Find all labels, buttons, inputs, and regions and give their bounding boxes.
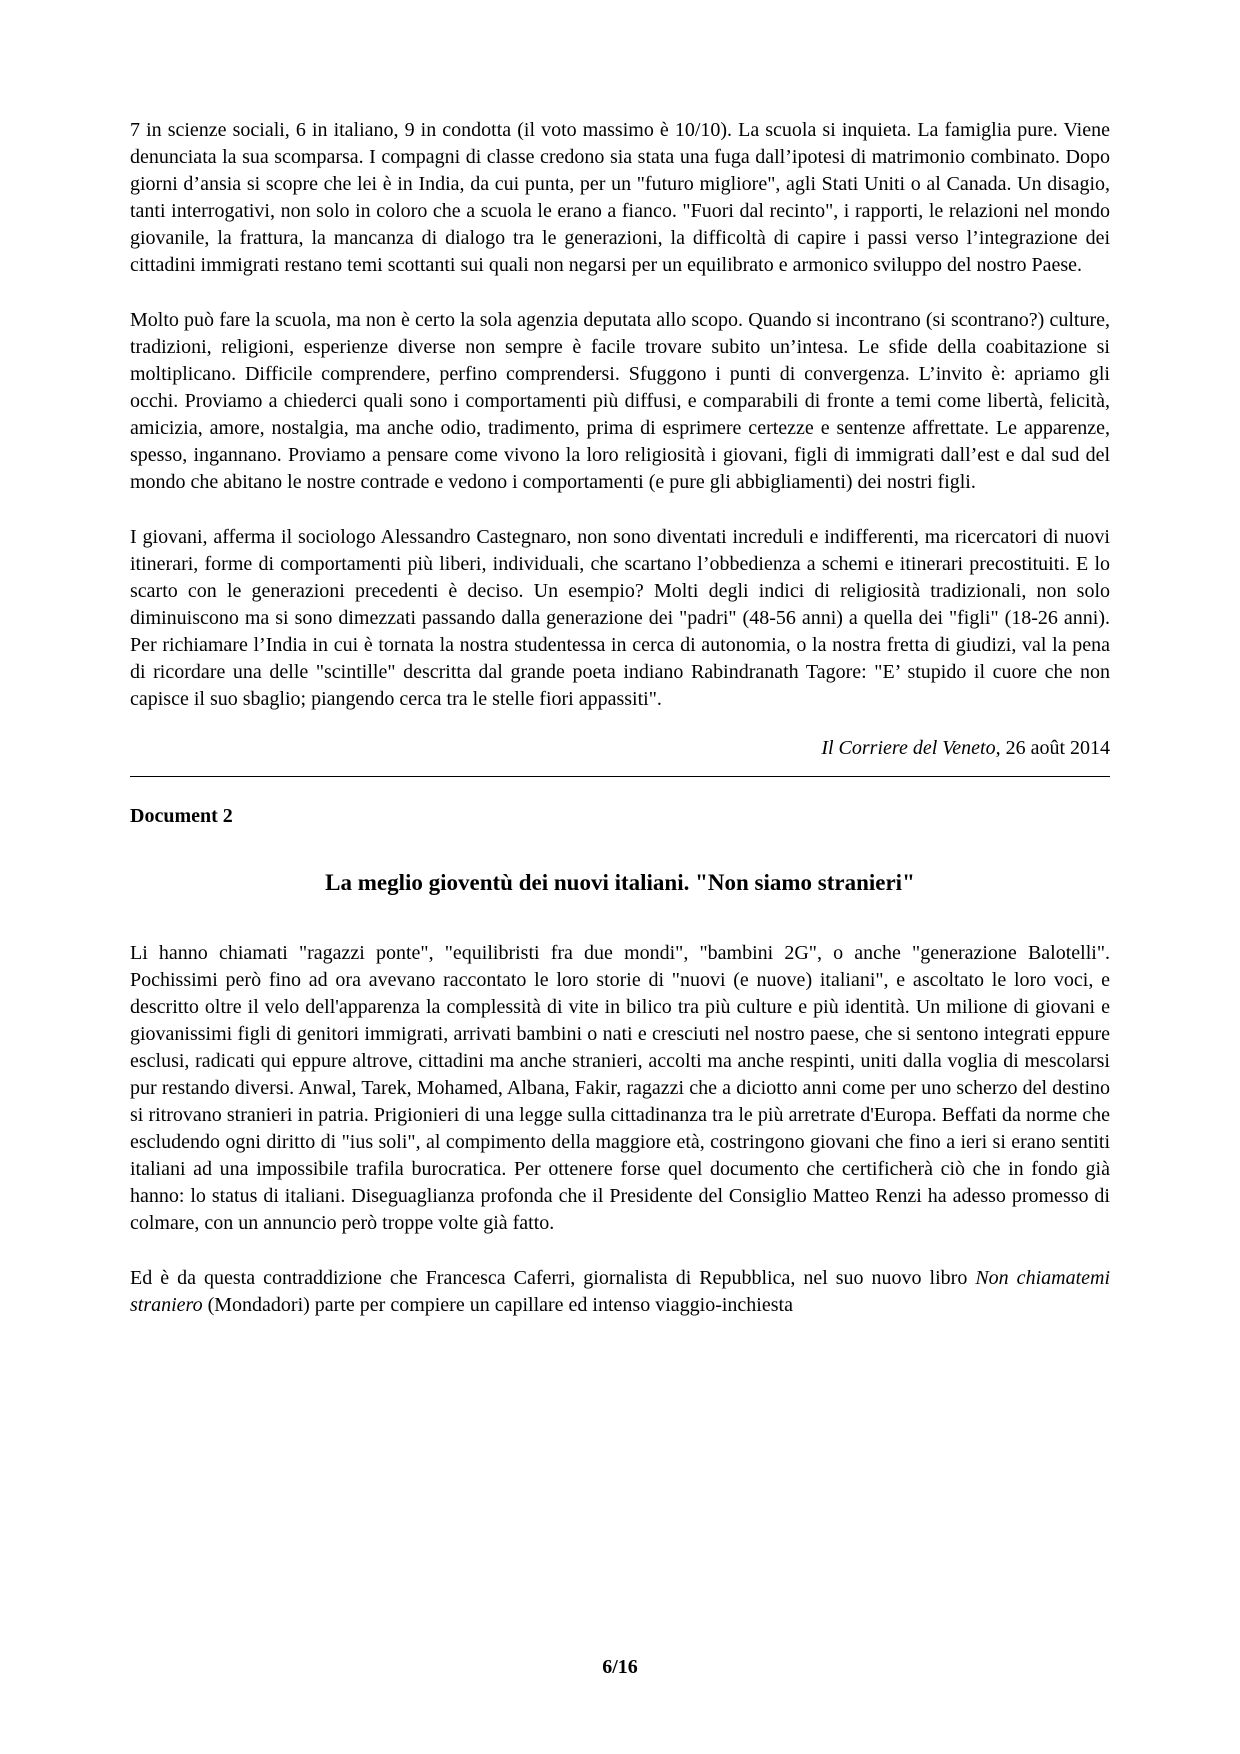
doc1-source-date: , 26 août 2014 [995,737,1110,759]
doc1-paragraph-3: I giovani, afferma il sociologo Alessandro Castegnaro, non sono diventati increduli e indifferenti, ma ricercatori di nuovi itinerari, forme di comportamenti più liberi, individuali, che scartano l’obbedienza a schemi e itinerari precostituiti. E lo scarto con le generazioni precedenti è deciso. Un esempio? Molti degli indici di religiosità tradizionali, non solo diminuiscono ma si sono dimezzati passando dalla generazione dei "padri" (48-56 anni) a quella dei "figli" (18-26 anni). Per richiamare l’India in cui è tornata la nostra studentessa in cerca di autonomia, o la nostra fretta di giudizi, val la pena di ricordare una delle "scintille" descritta dal grande poeta indiano Rabindranath Tagore: "E’ stupido il cuore che non capisce il suo sbaglio; piangendo cerca tra le stelle fiori appassiti". [130,526,1110,710]
doc1-paragraph-1: 7 in scienze sociali, 6 in italiano, 9 in condotta (il voto massimo è 10/10). La scuola si inquieta. La famiglia pure. Viene denunciata la sua scomparsa. I compagni di classe credono sia stata una fuga dall’ipotesi di matrimonio combinato. Dopo giorni d’ansia si scopre che lei è in India, da cui punta, per un "futuro migliore", agli Stati Uniti o al Canada. Un disagio, tanti interrogativi, non solo in coloro che a scuola le erano a fianco. "Fuori dal recinto", i rapporti, le relazioni nel mondo giovanile, la frattura, la mancanza di dialogo tra le generazioni, la difficoltà di capire i passi verso l’integrazione dei cittadini immigrati restano temi scottanti sui quali non negarsi per un equilibrato e armonico sviluppo del nostro Paese. [130,119,1110,276]
doc1-source [130,735,1110,762]
doc1-source-title: Il Corriere del Veneto [821,737,996,759]
doc2-label: Document 2 [130,805,233,827]
doc1-paragraph-2: Molto può fare la scuola, ma non è certo la sola agenzia deputata allo scopo. Quando si incontrano (si scontrano?) culture, tradizioni, religioni, esperienze diverse non sempre è facile trovare subito un’intesa. Le sfide della coabitazione si moltiplicano. Difficile comprendere, perfino comprendersi. Sfuggono i punti di convergenza. L’invito è: apriamo gli occhi. Proviamo a chiederci quali sono i comportamenti più diffusi, e comparabili di fronte a temi come libertà, felicità, amicizia, amore, nostalgia, ma anche odio, tradimento, prima di esprimere certezze e sentenze affrettate. Le apparenze, spesso, ingannano. Proviamo a pensare come vivono la loro religiosità i giovani, figli di immigrati dall’est e dal sud del mondo che abitano le nostre contrade e vedono i comportamenti (e pure gli abbigliamenti) dei nostri figli. [130,309,1110,493]
doc2-paragraph-2 [130,1265,1110,1319]
page-number: 6/16 [602,1656,638,1678]
doc2-paragraph-2-end: (Mondadori) parte per compiere un capillare ed intenso viaggio-inchiesta [202,1294,793,1316]
section-divider [130,776,1110,777]
doc2-book-title: Non chiamatemi straniero [130,1267,1110,1316]
doc2-title: La meglio gioventù dei nuovi italiani. "Non siamo stranieri" [325,870,915,895]
doc2-paragraph-2-start: Ed è da questa contraddizione che Francesca Caferri, giornalista di Repubblica, nel suo nuovo libro [130,1267,976,1289]
doc2-paragraph-1: Li hanno chiamati "ragazzi ponte", "equilibristi fra due mondi", "bambini 2G", o anche "generazione Balotelli". Pochissimi però fino ad ora avevano raccontato le loro storie di "nuovi (e nuove) italiani", e ascoltato le loro voci, e descritto oltre il velo dell'apparenza la complessità di vite in bilico tra più culture e più identità. Un milione di giovani e giovanissimi figli di genitori immigrati, arrivati bambini o nati e cresciuti nel nostro paese, che si sentono integrati eppure esclusi, radicati qui eppure altrove, cittadini ma anche stranieri, accolti ma anche respinti, uniti dalla voglia di mescolarsi pur restando diversi. Anwal, Tarek, Mohamed, Albana, Fakir, ragazzi che a diciotto anni come per uno scherzo del destino si ritrovano stranieri in patria. Prigionieri di una legge sulla cittadinanza tra le più arretrate d'Europa. Beffati da norme che escludendo ogni diritto di "ius soli", al compimento della maggiore età, costringono giovani che fino a ieri si erano sentiti italiani ad una impossibile trafila burocratica. Per ottenere forse quel documento che certificherà ciò che in fondo già hanno: lo status di italiani. Diseguaglianza profonda che il Presidente del Consiglio Matteo Renzi ha adesso promesso di colmare, con un annuncio però troppe volte già fatto. [130,942,1110,1234]
page-content [130,117,1110,1347]
